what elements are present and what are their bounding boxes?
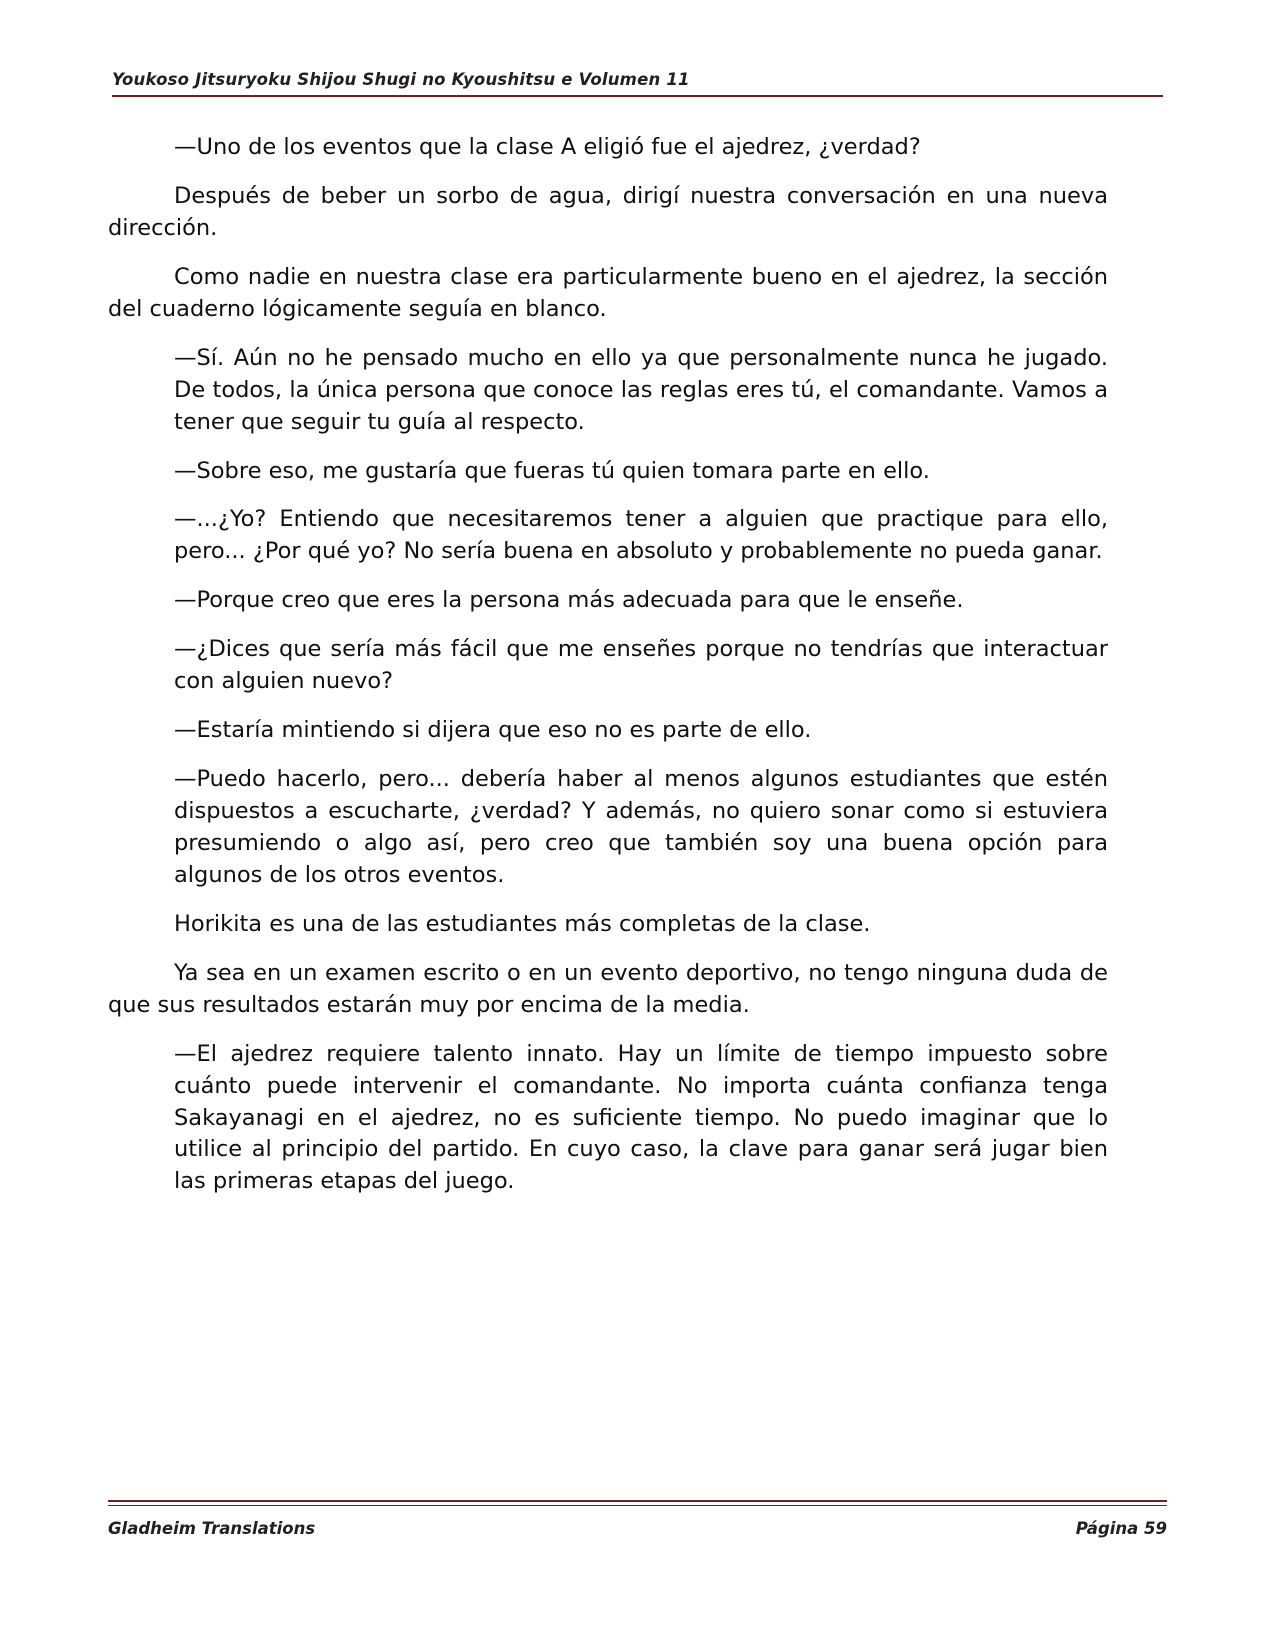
footer-divider-bottom	[108, 1505, 1167, 1506]
dialogue-paragraph: —...¿Yo? Entiendo que necesitaremos tener a alguien que practique para ello, pero... ¿Por qué yo? No sería buena en absoluto y probablemente no pueda ganar.	[174, 506, 1108, 565]
dialogue-paragraph: —Puedo hacerlo, pero... debería haber al menos algunos estudiantes que estén dispuestos a escucharte, ¿verdad? Y además, no quiero sonar como si estuviera presumiendo o algo así, pero creo que también soy una buena opción para algunos de los otros eventos.	[174, 766, 1108, 888]
footer-row	[108, 1519, 1167, 1538]
dialogue-paragraph: —Uno de los eventos que la clase A eligió fue el ajedrez, ¿verdad?	[174, 134, 921, 160]
page-header	[112, 70, 1163, 97]
narration-paragraph: Como nadie en nuestra clase era particularmente bueno en el ajedrez, la sección del cuaderno lógicamente seguía en blanco.	[108, 263, 1108, 322]
dialogue-paragraph: —Porque creo que eres la persona más adecuada para que le enseñe.	[174, 587, 964, 614]
dialogue-paragraph: —Estaría mintiendo si dijera que eso no es parte de ello.	[174, 717, 812, 744]
footer-divider-top	[108, 1500, 1167, 1502]
narration-paragraph: Horikita es una de las estudiantes más completas de la clase.	[174, 910, 871, 937]
dialogue-paragraph: —¿Dices que sería más fácil que me enseñes porque no tendrías que interactuar con alguien nuevo?	[174, 636, 1108, 695]
narration-paragraph: Después de beber un sorbo de agua, dirigí nuestra conversación en una nueva dirección.	[108, 182, 1108, 241]
footer-page-number: Página 59	[1075, 1519, 1167, 1538]
page-body	[108, 132, 1108, 1198]
narration-paragraph: Ya sea en un examen escrito o en un evento deportivo, no tengo ninguna duda de que sus resultados estarán muy por encima de la media.	[108, 959, 1108, 1018]
dialogue-paragraph: —El ajedrez requiere talento innato. Hay un límite de tiempo impuesto sobre cuánto puede intervenir el comandante. No importa cuánta confianza tenga Sakayanagi en el ajedrez, no es suficiente tiempo. No puedo imaginar que lo utilice al principio del partido. En cuyo caso, la clave para ganar será jugar bien las primeras etapas del juego.	[174, 1040, 1108, 1195]
dialogue-paragraph: —Sobre eso, me gustaría que fueras tú quien tomara parte en ello.	[174, 457, 930, 484]
header-divider	[112, 95, 1163, 97]
footer-translator-credit: Gladheim Translations	[108, 1519, 316, 1538]
header-title: Youkoso Jitsuryoku Shijou Shugi no Kyoushitsu e Volumen 11	[112, 70, 690, 89]
page-footer	[108, 1500, 1167, 1538]
dialogue-paragraph: —Sí. Aún no he pensado mucho en ello ya que personalmente nunca he jugado. De todos, la única persona que conoce las reglas eres tú, el comandante. Vamos a tener que seguir tu guía al respecto.	[174, 344, 1108, 435]
